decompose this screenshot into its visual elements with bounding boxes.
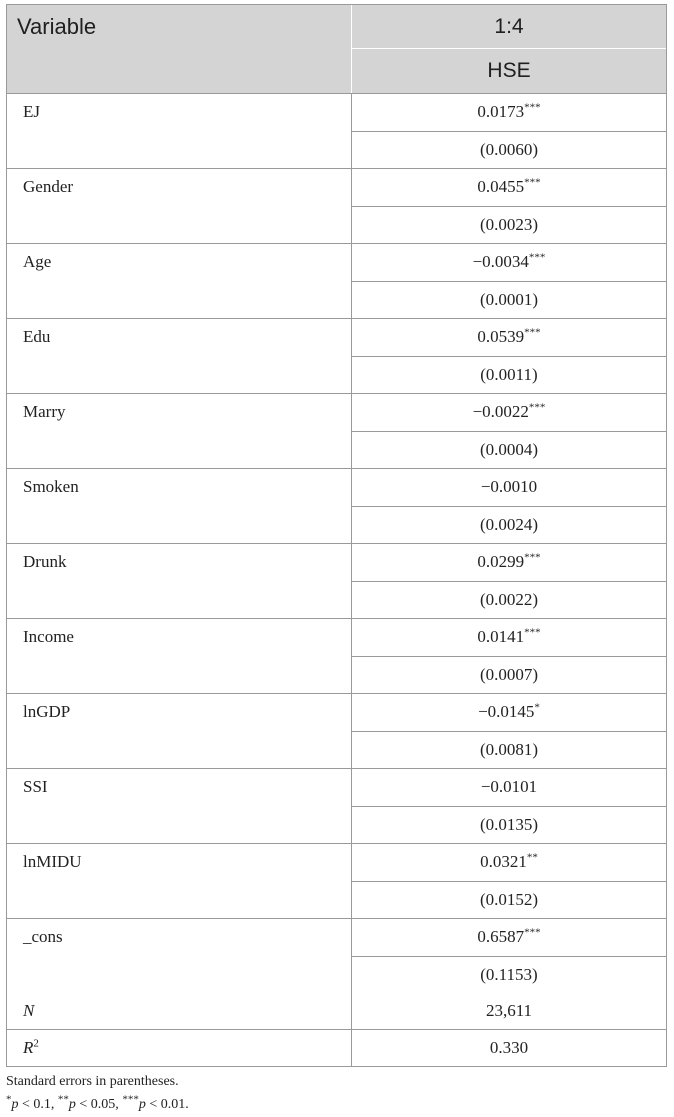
- table-row: [7, 319, 666, 394]
- row-label: Drunk: [7, 544, 352, 618]
- significance-stars: **: [526, 851, 538, 864]
- r2-superscript: 2: [33, 1037, 39, 1050]
- r2-letter: R: [23, 1038, 34, 1057]
- significance-stars: *: [534, 701, 540, 714]
- significance-stars: ***: [524, 626, 541, 639]
- significance-stars: ***: [524, 176, 541, 189]
- standard-error-cell: (0.0152): [479, 890, 539, 909]
- row-label: Income: [7, 619, 352, 693]
- coefficient-cell: 0.0455***: [352, 169, 666, 207]
- coefficient-cell: 0.0539***: [352, 319, 666, 357]
- note-star-2: **: [57, 1093, 69, 1106]
- row-label: SSI: [7, 769, 352, 843]
- standard-error-cell: (0.0060): [479, 140, 539, 159]
- note-threshold-1: < 0.1,: [18, 1097, 58, 1112]
- coefficient-cell: 0.6587***: [352, 919, 666, 957]
- header-column-number: 1:4: [352, 5, 666, 49]
- row-label: Marry: [7, 394, 352, 468]
- stat-value-n: 23,611: [485, 1001, 533, 1020]
- table-row-r2: [7, 1030, 666, 1066]
- note-p-3: p: [138, 1097, 146, 1112]
- stat-label-n: N: [7, 993, 352, 1029]
- significance-stars: ***: [524, 101, 541, 114]
- coefficient-cell: −0.0101: [352, 769, 666, 807]
- significance-stars: ***: [524, 326, 541, 339]
- row-label: Age: [7, 244, 352, 318]
- coefficient-cell: −0.0034***: [352, 244, 666, 282]
- note-threshold-2: < 0.05,: [75, 1097, 123, 1112]
- standard-error-cell: (0.0007): [479, 665, 539, 684]
- row-label: Gender: [7, 169, 352, 243]
- table-row: [7, 769, 666, 844]
- note-p-2: p: [68, 1097, 76, 1112]
- coefficient-cell: 0.0173***: [352, 94, 666, 132]
- standard-error-cell: (0.0011): [480, 365, 538, 384]
- standard-error-cell: (0.0022): [479, 590, 539, 609]
- standard-error-cell: (0.0004): [479, 440, 539, 459]
- standard-error-cell: (0.1153): [480, 965, 538, 984]
- coefficient-cell: 0.0299***: [352, 544, 666, 582]
- stat-value-r2: 0.330: [489, 1038, 529, 1057]
- coefficient-cell: −0.0022***: [352, 394, 666, 432]
- row-label: EJ: [7, 94, 352, 168]
- header-column-name: HSE: [487, 59, 531, 82]
- standard-error-cell: (0.0023): [479, 215, 539, 234]
- table-row: [7, 394, 666, 469]
- table-row: [7, 169, 666, 244]
- significance-stars: ***: [524, 926, 541, 939]
- table-row: [7, 469, 666, 544]
- significance-stars: ***: [524, 551, 541, 564]
- table-body: [7, 94, 666, 993]
- significance-stars: ***: [528, 401, 546, 414]
- regression-table: [6, 4, 667, 1067]
- note-p-1: p: [11, 1097, 19, 1112]
- table-notes: [6, 1070, 189, 1116]
- table-row: [7, 94, 666, 169]
- row-label: Edu: [7, 319, 352, 393]
- table-row: [7, 844, 666, 919]
- table-row: [7, 919, 666, 993]
- header-columns: [352, 5, 666, 93]
- note-standard-errors: Standard errors in parentheses.: [6, 1074, 179, 1089]
- note-star-1: *: [6, 1093, 12, 1106]
- coefficient-cell: 0.0141***: [352, 619, 666, 657]
- coefficient-cell: 0.0321**: [352, 844, 666, 882]
- table-row: [7, 244, 666, 319]
- table-header: [7, 5, 666, 94]
- row-label: lnMIDU: [7, 844, 352, 918]
- coefficient-cell: −0.0010: [352, 469, 666, 507]
- row-label: _cons: [7, 919, 352, 993]
- table-row: [7, 619, 666, 694]
- row-label: lnGDP: [7, 694, 352, 768]
- header-variable: Variable: [7, 5, 352, 93]
- note-significance: [6, 1093, 189, 1116]
- note-star-3: ***: [122, 1093, 139, 1106]
- note-threshold-3: < 0.01.: [145, 1097, 189, 1112]
- standard-error-cell: (0.0001): [479, 290, 539, 309]
- table-row: [7, 694, 666, 769]
- row-label: Smoken: [7, 469, 352, 543]
- table-row-n: [7, 993, 666, 1030]
- coefficient-cell: −0.0145*: [352, 694, 666, 732]
- significance-stars: ***: [528, 251, 546, 264]
- standard-error-cell: (0.0081): [479, 740, 539, 759]
- stat-label-r2: [7, 1030, 352, 1066]
- standard-error-cell: (0.0135): [479, 815, 539, 834]
- standard-error-cell: (0.0024): [479, 515, 539, 534]
- table-row: [7, 544, 666, 619]
